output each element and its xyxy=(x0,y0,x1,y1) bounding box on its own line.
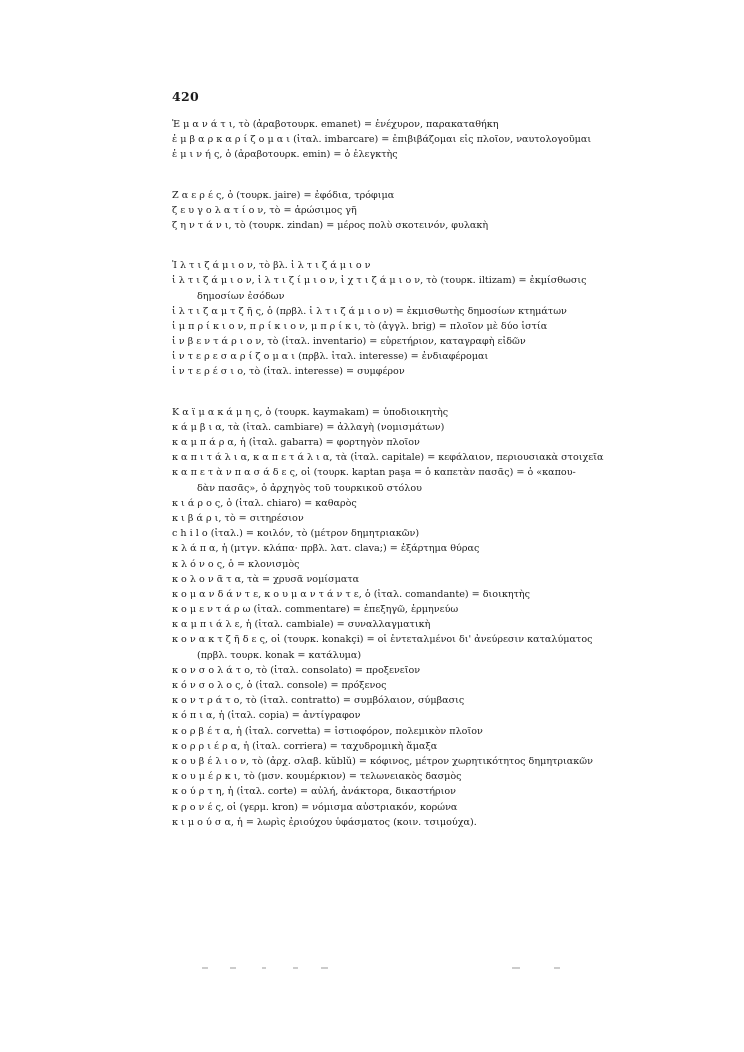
dictionary-entry: ἰ ν τ ε ρ ε σ α ρ ί ζ ο μ α ι (πρβλ. ἰταλ. interesse) = ἐνδιαφέρομαι xyxy=(172,351,489,363)
entry-continuation-line: (πρβλ. τουρκ. konak = κατάλυμα) xyxy=(197,649,362,661)
entry-continuation-line: δὰν πασᾶς», ὁ ἀρχηγὸς τοῦ τουρκικοῦ στόλου xyxy=(197,482,422,494)
dictionary-entry: κ ι μ ο ύ σ α, ἡ = λωρὶς ἐριούχου ὑφάσματος (κοιν. τσιμούχα). xyxy=(172,816,477,828)
dictionary-entry: Κ α ϊ μ α κ ά μ η ς, ὁ (τουρκ. kaymakam) = ὑποδιοικητὴς xyxy=(172,406,449,418)
dictionary-entry: ἰ μ π ρ ί κ ι ο ν, π ρ ί κ ι ο ν, μ π ρ ί κ ι, τὸ (ἀγγλ. brig) = πλοῖον μὲ δύο ἱστία xyxy=(172,320,548,332)
section-gap xyxy=(172,380,672,405)
dictionary-entry: κ α π ε τ ὰ ν π α σ ά δ ε ς, οἱ (τουρκ. kaptan paşa = ὁ καπετὰν πασᾶς) = ὁ «καπου- xyxy=(172,467,576,479)
dictionary-entry: Ἰ λ τ ι ζ ά μ ι ο ν, τὸ βλ. ἰ λ τ ι ζ ά μ ι ο ν xyxy=(172,260,371,272)
dictionary-entry: Ζ α ε ρ έ ς, ὁ (τουρκ. jaire) = ἐφόδια, τρόφιμα xyxy=(172,189,395,201)
entry-continuation-line: δημοσίων ἐσόδων xyxy=(197,290,285,302)
dictionary-section xyxy=(172,258,672,380)
dictionary-entry: κ ο υ β έ λ ι ο ν, τὸ (ἀρχ. σλαβ. kŭblŭ) = κόφινος, μέτρον χωρητικότητος δημητριακῶν xyxy=(172,755,593,767)
dictionary-entry: κ ό ν σ ο λ ο ς, ὁ (ἰταλ. console) = πρόξενος xyxy=(172,680,387,691)
dictionary-entry: κ α μ π ι ά λ ε, ἡ (ἰταλ. cambiale) = συναλλαγματικὴ xyxy=(172,619,431,631)
dictionary-entry: ἰ ν β ε ν τ ά ρ ι ο ν, τὸ (ἰταλ. inventario) = εὑρετήριον, καταγραφὴ εἰδῶν xyxy=(172,336,526,348)
dictionary-entry: κ ά μ β ι α, τὰ (ἰταλ. cambiare) = ἀλλαγὴ (νομισμάτων) xyxy=(172,421,445,433)
dictionary-entry: κ α π ι τ ά λ ι α, κ α π ε τ ά λ ι α, τὰ (ἰταλ. capitale) = κεφάλαιον, περιουσιακὰ στοιχεῖα xyxy=(172,452,604,464)
dictionary-entry: κ ο λ ο ν ᾶ τ α, τὰ = χρυσᾶ νομίσματα xyxy=(172,573,360,585)
dictionary-section xyxy=(172,405,672,830)
dictionary-entry: κ ι β ά ρ ι, τὸ = σιτηρέσιον xyxy=(172,512,304,524)
dictionary-entry: c h i l o (ἰταλ.) = κοιλόν, τὸ (μέτρον δημητριακῶν) xyxy=(172,528,420,540)
dictionary-entry: κ ο ρ ρ ι έ ρ α, ἡ (ἰταλ. corriera) = ταχυδρομικὴ ἅμαξα xyxy=(172,740,438,752)
dictionary-entry: ἰ ν τ ε ρ έ σ ι ο, τὸ (ἰταλ. interesse) = συμφέρον xyxy=(172,366,405,378)
dictionary-entry: κ ο μ ε ν τ ά ρ ω (ἰταλ. commentare) = ἐπεξηγῶ, ἑρμηνεύω xyxy=(172,604,459,616)
dictionary-entry: κ ό π ι α, ἡ (ἰταλ. copia) = ἀντίγραφον xyxy=(172,710,361,722)
dictionary-entry: κ ρ ο ν έ ς, οἱ (γερμ. kron) = νόμισμα αὐστριακόν, κορώνα xyxy=(172,801,458,813)
dictionary-section xyxy=(172,188,672,234)
dictionary-entry: ἐ μ ι ν ή ς, ὁ (ἀραβοτουρκ. emin) = ὁ ἐλεγκτὴς xyxy=(172,149,398,161)
section-gap xyxy=(172,233,672,258)
dictionary-entry: κ α μ π ά ρ α, ἡ (ἰταλ. gabarra) = φορτηγὸν πλοῖον xyxy=(172,437,420,448)
dictionary-entry: κ ο ύ ρ τ η, ἡ (ἰταλ. corte) = αὐλή, ἀνάκτορα, δικαστήριον xyxy=(172,786,457,798)
dictionary-entry: κ λ ά π α, ἡ (μτγν. κλάπα· πρβλ. λατ. clava;) = ἐξάρτημα θύρας xyxy=(172,543,480,555)
dictionary-entry: κ ι ά ρ ο ς, ὁ (ἰταλ. chiaro) = καθαρὸς xyxy=(172,497,357,509)
dictionary-entry: κ ο ν τ ρ ά τ ο, τὸ (ἰταλ. contratto) = συμβόλαιον, σύμβασις xyxy=(172,695,465,707)
dictionary-entry: κ λ ό ν ο ς, ὁ = κλονισμὸς xyxy=(172,558,300,570)
dictionary-entry: ἰ λ τ ι ζ α μ τ ζ ῆ ς, ὁ (πρβλ. ἰ λ τ ι ζ ά μ ι ο ν) = ἐκμισθωτὴς δημοσίων κτημάτων xyxy=(172,305,567,317)
dictionary-entry: κ ο μ α ν δ ά ν τ ε, κ ο υ μ α ν τ ά ν τ ε, ὁ (ἰταλ. comandante) = διοικητὴς xyxy=(172,588,531,600)
dictionary-entry: κ ο ν α κ τ ζ ῆ δ ε ς, οἱ (τουρκ. konakçi) = οἱ ἐντεταλμένοι δι' ἀνεύρεσιν καταλύματος xyxy=(172,634,593,646)
page-number: 420 xyxy=(172,89,199,104)
dictionary-section xyxy=(172,117,672,163)
dictionary-entry: κ ο ν σ ο λ ά τ ο, τὸ (ἰταλ. consolato) = προξενεῖον xyxy=(172,664,421,676)
dictionary-entry: ζ ε υ γ ο λ α τ ί ο ν, τὸ = ἀρώσιμος γῆ xyxy=(172,204,357,216)
dictionary-entries xyxy=(172,117,672,830)
dictionary-entry: Ἑ μ α ν ά τ ι, τὸ (ἀραβοτουρκ. emanet) = ἐνέχυρον, παρακαταθήκη xyxy=(172,119,499,130)
section-gap xyxy=(172,163,672,188)
dictionary-entry: κ ο υ μ έ ρ κ ι, τὸ (μσν. κουμέρκιον) = τελωνειακὸς δασμὸς xyxy=(172,771,462,783)
dictionary-entry: ἰ λ τ ι ζ ά μ ι ο ν, ἰ λ τ ι ζ ί μ ι ο ν, ἰ χ τ ι ζ ά μ ι ο ν, τὸ (τουρκ. iltizam) = ἐκμίσθωσις xyxy=(172,275,587,287)
dictionary-entry: ἐ μ β α ρ κ α ρ ί ζ ο μ α ι (ἰταλ. imbarcare) = ἐπιβιβάζομαι εἰς πλοῖον, ναυτολογοῦμαι xyxy=(172,134,592,146)
dictionary-entry: κ ο ρ β έ τ α, ἡ (ἰταλ. corvetta) = ἱστιοφόρον, πολεμικὸν πλοῖον xyxy=(172,725,483,737)
dictionary-entry: ζ η ν τ ά ν ι, τὸ (τουρκ. zindan) = μέρος πολὺ σκοτεινόν, φυλακὴ xyxy=(172,219,489,231)
